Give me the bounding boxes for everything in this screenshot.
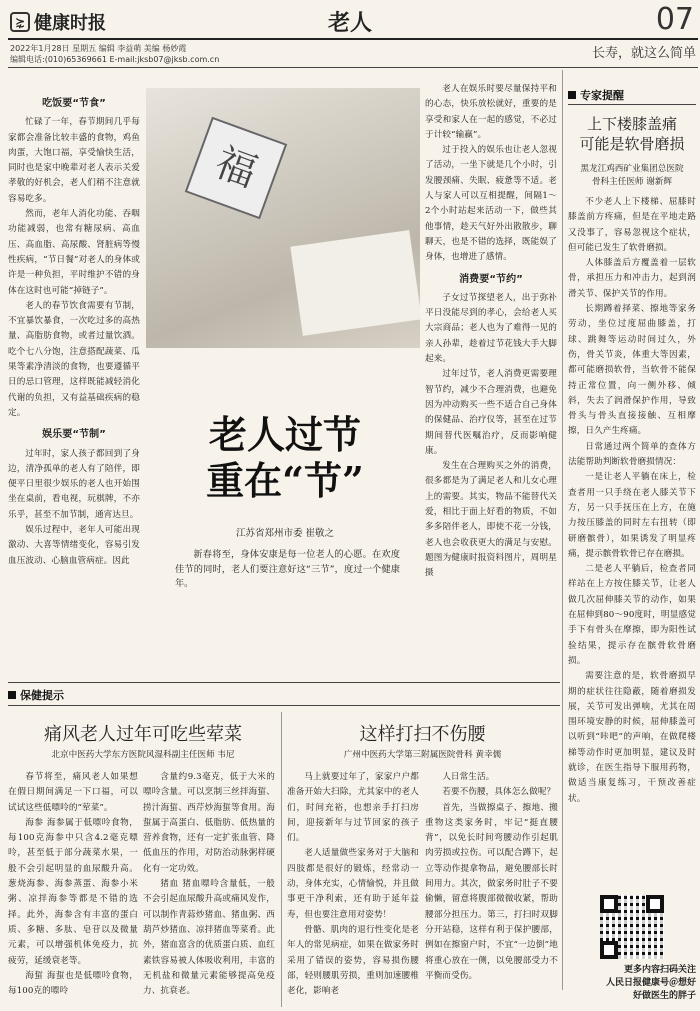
paragraph: 老人在娱乐时要尽量保持平和的心态，快乐放松就好，重要的是享受和家人在一起的感觉，不必过于计较“输赢”。 (425, 84, 557, 140)
cleaning-column-2 (425, 770, 558, 1005)
knee-title (568, 114, 696, 154)
feature-column-3 (425, 82, 557, 680)
header-rule (8, 38, 698, 40)
paragraph: 含量约9.3毫克，低于大米的嘌呤含量。可以烹制三丝拌海蜇、捞汁海蜇、西芹炒海蜇等食用。海蜇属于高蛋白、低脂肪、低热量的营养食物，还有一定扩张血管、降低血压的作用，对防治动脉粥样硬化有一定功效。 (143, 772, 275, 874)
bottom-section-tag (8, 688, 208, 702)
page-number: 07 (655, 2, 694, 36)
headline-line-2: 重在“节” (206, 458, 364, 503)
column-divider (562, 70, 563, 990)
knee-section-tag (568, 88, 696, 102)
contact-meta: 编辑电话:(010)65369661 E-mail:jksb07@jksb.com.cn (10, 55, 220, 64)
header-rule-2 (8, 67, 698, 68)
cleaning-column-1 (287, 770, 419, 1005)
knee-author (568, 163, 696, 189)
feature-byline: 江苏省郑州市委 崔敬之 (235, 528, 335, 539)
paragraph: 过年时，家人孩子都回到了身边，清净孤单的老人有了陪伴，即便平日里很少娱乐的老人也开始围坐在桌前，看电视，玩棋牌，不亦乐乎，甚至不加节制，通宵达旦。 (8, 448, 140, 520)
feature-photo (146, 88, 420, 348)
paragraph: 猪血 猪血嘌呤含量低，一般不会引起血尿酸升高或痛风发作，可以制作青蒜炒猪血、猪血粥、西葫芦炒猪血、凉拌猪血等菜肴。此外，猪血富含的优质蛋白质、血红素铁容易被人体吸收利用，丰富的无机盐和微量元素能够提高免疫力、抗衰老。 (143, 879, 275, 997)
bottom-tag-rule (8, 705, 560, 706)
gout-title: 痛风老人过年可吃些荤菜 (44, 724, 242, 745)
paragraph: 若要不伤腰，具体怎么做呢？ (442, 787, 556, 798)
qr-caption-line-2: 人民日报健康号＠想好 (605, 978, 696, 988)
knee-title-line-1: 上下楼膝盖痛 (586, 115, 677, 133)
paragraph: 需要注意的是，软骨磨损早期的症状往往隐蔽，随着磨损发展，关节可发出弹响，尤其在周围环境安静的时候，屈伸膝盖可以听到“咔吧”的声响，在做爬楼梯等动作时更加明显，建议及时就诊，在医生指导下服用药物，做适当康复练习，干预改善症状。 (568, 671, 696, 804)
paragraph: 然而，老年人消化功能、吞咽功能减弱，也常有糖尿病、高血压、高血脂、高尿酸、肾脏病等慢性疾病，“节日餐”对老人的身体或许是一种负担，平时维护不错的身体在这时也可能“掉链子”。 (8, 209, 140, 296)
paragraph: 老人适量做些家务对于大脑和四肢都是很好的锻炼，经常动一动，身体充实，心情愉悦，并且做事更干净利索，还有助于延年益寿，但也要注意用对姿势！ (287, 848, 419, 920)
qr-caption-line-3: 好做医生的胖子 (632, 991, 696, 1001)
paragraph: 人体膝盖后方覆盖着一层软骨，承担压力和冲击力，起到润滑关节、保护关节的作用。 (568, 258, 696, 299)
paragraph: 二是老人平躺后，检查者同样站在上方按住膝关节，让老人做几次屈伸膝关节的动作，如果在屈伸到80～90度时，明显感觉手下有骨头在摩擦，即为阳性试验结果，提示存在髌骨软骨磨损。 (568, 564, 696, 666)
logo-icon: ⋩ (10, 12, 30, 32)
paragraph: 日常通过两个简单的查体方法能帮助判断软骨磨损情况： (568, 441, 696, 468)
qr-caption (570, 964, 696, 1003)
cleaning-title: 这样打扫不伤腰 (359, 724, 486, 745)
paragraph: 老人的春节饮食需要有节制，不宜暴饮暴食，一次吃过多的高热量、高脂肪食物，或者过量饮酒。吃个七八分饱，注意搭配蔬菜、瓜果等素净清淡的食物，也要遵循平日的忌口管理，这样既能减轻消化代谢的负担，又有益基础疾病的稳定。 (8, 300, 140, 418)
headline-line-1: 老人过节 (208, 412, 361, 457)
gout-column-2 (143, 770, 275, 1005)
paragraph: 首先，当做擦桌子、擦地、搬重物这类家务时，牢记“挺直腰背”，以免长时间弯腰动作引起肌肉劳损或拉伤。可以配合蹲下，起立等动作提拿物品，避免腰部长时间用力。其次，做家务时肚子不要偷懒，留意将腹部微微收紧，帮助腰部分担压力。第三，打扫时双脚分开站稳，这样有利于保护腰部，例如在擦窗户时，不宜“一边倒”地将重心放在一侧，以免腰部受力不平衡而受伤。 (425, 802, 558, 981)
paragraph: 一是让老人平躺在床上，检查者用一只手绕在老人膝关节下方，另一只手抚压在上方，在施力按压膝盖的同时左右扭转（即研磨髌骨），如果诱发了明显疼痛，提示髌骨软骨已存在磨损。 (568, 472, 696, 559)
paragraph: 骨骼、肌肉的退行性变化是老年人的常见病症，如果在做家务时采用了错误的姿势，容易损伤腰部，轻则腰肌劳损，重则加速腰椎老化，影响老 (287, 924, 419, 997)
gout-column-1 (8, 770, 138, 1005)
section-title: 老人 (327, 11, 372, 36)
knee-title-line-2: 可能是软骨磨损 (579, 135, 685, 153)
bottom-divider (281, 712, 282, 1007)
paragraph: 不少老人上下楼梯、屈膝时膝盖前方疼痛，但是在平地走路又没事了，容易忽视这个症状，但可能已发生了软骨磨损。 (568, 197, 696, 253)
photo-fu-character: 福 (185, 117, 288, 220)
paragraph: 马上就要过年了，家家户户都准备开始大扫除，尤其家中的老人们，时间充裕，也想亲手打扫房间，迎接新年与过节回家的孩子们。 (287, 772, 419, 844)
paragraph: 子女过节探望老人，出于弥补平日没能尽到的孝心，会给老人买大宗商品；老人也为了难得一见的亲人孙辈，趁着过节花钱大手大脚起来。 (425, 292, 557, 365)
feature-column-1 (8, 90, 140, 675)
bottom-tag-label: 保健提示 (20, 689, 64, 702)
gout-author: 北京中医药大学东方医院风湿科副主任医师 韦尼 (51, 750, 235, 760)
slogan: 长寿，就这么简单 (591, 46, 696, 61)
paragraph: 过年过节，老人消费更需要理智节约，减少不合理消费，也避免因为冲动购买一些不适合自己身体的保健品、治疗仪等，甚至在过节期间替代医嘱治疗，反而影响健康。 (425, 369, 557, 456)
knee-author-line-1: 黑龙江鸡西矿业集团总医院 (580, 164, 684, 174)
edition-meta: 2022年1月28日 星期五 编辑 李益萌 美编 杨妙霞 (10, 44, 187, 53)
feature-headline (150, 412, 420, 504)
masthead-logo (10, 8, 125, 36)
paragraph: 发生在合理购买之外的消费，很多都是为了满足老人和儿女心理上的需要。其实，物品不能替代关爱，相比于面上好看的物质，不如多多陪伴老人，即使不花一分钱，老人也会收获更大的满足与安慰。 题图为健康时报资料图片，周明星摄 (425, 461, 557, 579)
knee-tag-label: 专家提醒 (580, 89, 624, 102)
paragraph: 忙碌了一年，春节期间几乎每家都会准备比较丰盛的食物，鸡鱼肉蛋，大饱口福，享受愉快生活，同时也是家中晚辈对老人表示关爱孝敬的好机会，老人们稍不注意就容易吃多。 (8, 117, 140, 204)
photo-paper (290, 230, 420, 336)
subheading: 娱乐要“节制” (42, 429, 106, 441)
logo-text: 健康时报 (34, 13, 106, 34)
qr-code[interactable] (600, 895, 664, 959)
knee-author-line-2: 骨科主任医师 谢新辉 (591, 177, 673, 187)
paragraph: 长期蹲着择菜、擦地等家务劳动，坐位过度屈曲膝盖，打球、跳舞等运动时间过久，外伤，骨关节炎，体重大等因素，都可能磨损软骨，当软骨不能保持正常位置，向一侧外移、倾斜，失去了润滑保护作用，导致骨头与骨头直接接触、互相摩擦，日久产生疼痛。 (568, 304, 696, 437)
cleaning-author: 广州中医药大学第三附属医院骨科 黄幸儒 (343, 750, 502, 760)
paragraph: 春节将至，痛风老人如果想在假日期间满足一下口福，可以试试这些低嘌呤的“荤菜”。 (8, 772, 138, 813)
paragraph: 过于投入的娱乐也让老人忽视了活动，一坐下就是几个小时，引发腰颈痛、失眠、疲惫等不适。老人与家人可以互相提醒，间隔1～2个小时站起来活动一下，做些其他事情，趁天气好外出散散步，聊聊天，也是不错的选择，既能娱了身体，也增进了感情。 (425, 145, 557, 263)
qr-caption-line-1: 更多内容扫码关注 (623, 965, 696, 975)
paragraph: 娱乐过程中，老年人可能出现激动、大喜等情绪变化，容易引发血压波动、心脑血管病症。因此 (8, 525, 140, 566)
paragraph: 海参 海参属于低嘌呤食物，每100克海参中只含4.2毫克嘌呤，甚至低于部分蔬菜水果，一般不会引起明显的血尿酸升高。葱烧海参、海参蒸蛋、海参小米粥、凉拌海参等都是不错的选择。此外，海参含有丰富的蛋白质、多糖、多肽、皂苷以及微量元素，可以增强机体免疫力，抗疲劳，延缓衰老等。 (8, 817, 138, 966)
feature-intro: 新春将至，身体安康是每一位老人的心愿。在欢度佳节的同时，老人们要注意好这“三节”，度过一个健康年。 (175, 549, 400, 589)
paragraph: 人日常生活。 (442, 772, 495, 782)
knee-tag-rule (568, 104, 696, 105)
bottom-top-rule (8, 682, 560, 683)
subheading: 吃饭要“节食” (42, 98, 106, 109)
paragraph: 海蜇 海蜇也是低嘌呤食物，每100克的嘌呤 (8, 970, 138, 997)
knee-body (568, 195, 696, 885)
subheading: 消费要“节约” (459, 273, 523, 285)
